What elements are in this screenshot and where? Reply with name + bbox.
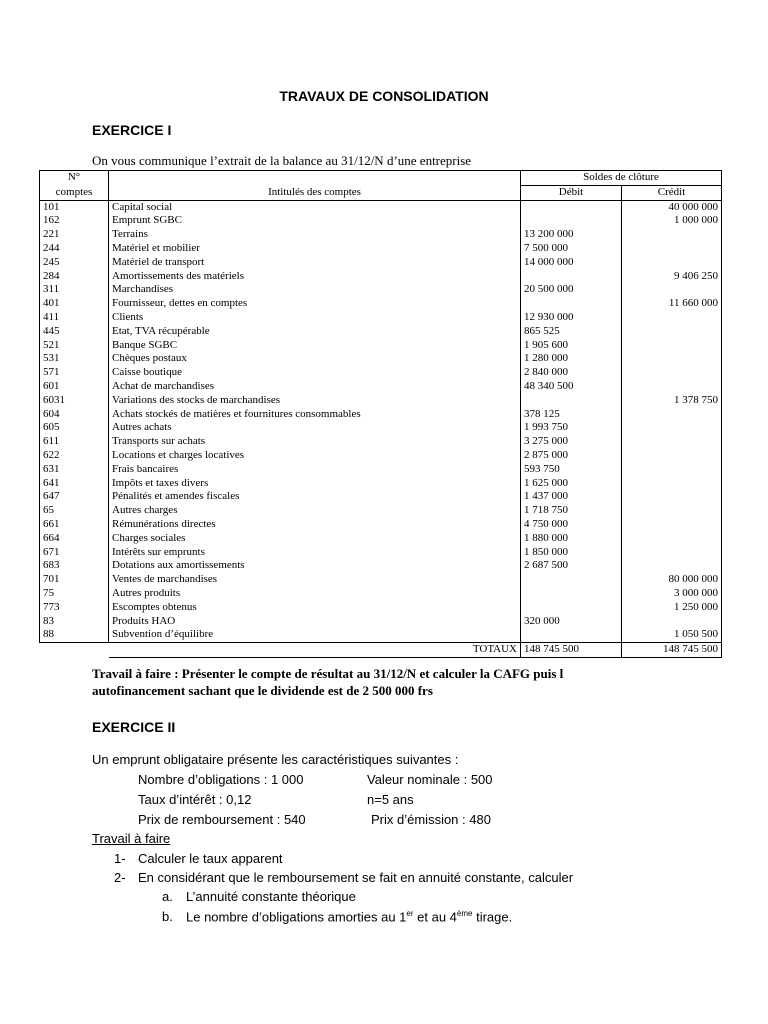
q2-text: En considérant que le remboursement se fait en annuité constante, calculer bbox=[138, 870, 574, 885]
account-label: Pénalités et amendes fiscales bbox=[109, 490, 521, 504]
valeur-nominale: Valeur nominale : 500 bbox=[367, 772, 493, 787]
qa-text: L’annuité constante théorique bbox=[186, 889, 356, 904]
nb-obligations: Nombre d’obligations : 1 000 bbox=[138, 772, 304, 787]
qb-letter: b. bbox=[162, 909, 173, 924]
debit-value bbox=[521, 628, 622, 642]
account-number: 445 bbox=[40, 325, 109, 339]
debit-value: 1 280 000 bbox=[521, 352, 622, 366]
account-number: 221 bbox=[40, 228, 109, 242]
credit-value: 3 000 000 bbox=[622, 587, 722, 601]
debit-value: 1 850 000 bbox=[521, 546, 622, 560]
debit-value: 1 625 000 bbox=[521, 477, 622, 491]
account-number: 604 bbox=[40, 408, 109, 422]
account-number: 83 bbox=[40, 615, 109, 629]
account-number: 601 bbox=[40, 380, 109, 394]
credit-value bbox=[622, 463, 722, 477]
header-intitule: Intitulés des comptes bbox=[109, 185, 521, 200]
account-label: Rémunérations directes bbox=[109, 518, 521, 532]
account-label: Fournisseur, dettes en comptes bbox=[109, 297, 521, 311]
credit-value bbox=[622, 546, 722, 560]
credit-value: 1 050 500 bbox=[622, 628, 722, 642]
debit-value bbox=[521, 270, 622, 284]
table-row bbox=[40, 200, 722, 214]
table-row bbox=[40, 366, 722, 380]
account-label: Emprunt SGBC bbox=[109, 214, 521, 228]
account-number: 284 bbox=[40, 270, 109, 284]
header-num-line1: N° bbox=[40, 171, 109, 186]
task-line-1: Travail à faire : Présenter le compte de résultat au 31/12/N et calculer la CAFG puis l bbox=[92, 666, 564, 681]
credit-value bbox=[622, 449, 722, 463]
table-row bbox=[40, 477, 722, 491]
table-row bbox=[40, 573, 722, 587]
account-label: Terrains bbox=[109, 228, 521, 242]
table-row bbox=[40, 546, 722, 560]
table-row bbox=[40, 256, 722, 270]
debit-value bbox=[521, 200, 622, 214]
account-number: 622 bbox=[40, 449, 109, 463]
account-label: Escomptes obtenus bbox=[109, 601, 521, 615]
debit-value: 12 930 000 bbox=[521, 311, 622, 325]
table-row bbox=[40, 601, 722, 615]
account-label: Marchandises bbox=[109, 283, 521, 297]
qa-letter: a. bbox=[162, 889, 173, 904]
prix-emission: Prix d’émission : 480 bbox=[371, 812, 491, 827]
account-label: Clients bbox=[109, 311, 521, 325]
exercise-1-heading: EXERCICE I bbox=[92, 122, 172, 138]
exercise-2-heading: EXERCICE II bbox=[92, 719, 176, 735]
table-row bbox=[40, 518, 722, 532]
account-number: 531 bbox=[40, 352, 109, 366]
exercise-1-intro: On vous communique l’extrait de la balance au 31/12/N d’une entreprise bbox=[92, 153, 472, 168]
duree: n=5 ans bbox=[367, 792, 414, 807]
table-row bbox=[40, 228, 722, 242]
account-label: Impôts et taxes divers bbox=[109, 477, 521, 491]
debit-value: 320 000 bbox=[521, 615, 622, 629]
table-row bbox=[40, 339, 722, 353]
account-number: 683 bbox=[40, 559, 109, 573]
debit-value: 1 880 000 bbox=[521, 532, 622, 546]
account-label: Amortissements des matériels bbox=[109, 270, 521, 284]
prix-remboursement: Prix de remboursement : 540 bbox=[138, 812, 306, 827]
account-number: 611 bbox=[40, 435, 109, 449]
account-number: 671 bbox=[40, 546, 109, 560]
account-number: 773 bbox=[40, 601, 109, 615]
credit-value: 1 250 000 bbox=[622, 601, 722, 615]
account-number: 647 bbox=[40, 490, 109, 504]
account-number: 571 bbox=[40, 366, 109, 380]
account-label: Ventes de marchandises bbox=[109, 573, 521, 587]
credit-value bbox=[622, 490, 722, 504]
qb-text: Le nombre d’obligations amorties au 1er et au 4ème tirage. bbox=[186, 909, 513, 925]
debit-value: 1 437 000 bbox=[521, 490, 622, 504]
table-row bbox=[40, 628, 722, 642]
table-row bbox=[40, 435, 722, 449]
account-number: 244 bbox=[40, 242, 109, 256]
totals-debit: 148 745 500 bbox=[521, 643, 622, 658]
totals-credit: 148 745 500 bbox=[622, 643, 722, 658]
account-label: Intérêts sur emprunts bbox=[109, 546, 521, 560]
credit-value bbox=[622, 504, 722, 518]
account-label: Matériel de transport bbox=[109, 256, 521, 270]
account-number: 6031 bbox=[40, 394, 109, 408]
credit-value bbox=[622, 380, 722, 394]
exercise-2-intro: Un emprunt obligataire présente les caractéristiques suivantes : bbox=[92, 752, 459, 767]
debit-value bbox=[521, 394, 622, 408]
taux-interet: Taux d’intérêt : 0,12 bbox=[138, 792, 252, 807]
account-label: Charges sociales bbox=[109, 532, 521, 546]
exercise-2-task-title: Travail à faire bbox=[92, 831, 171, 846]
account-label: Caisse boutique bbox=[109, 366, 521, 380]
debit-value: 13 200 000 bbox=[521, 228, 622, 242]
credit-value bbox=[622, 532, 722, 546]
account-number: 88 bbox=[40, 628, 109, 642]
table-row bbox=[40, 449, 722, 463]
table-row bbox=[40, 325, 722, 339]
balance-table bbox=[39, 170, 722, 658]
debit-value: 2 840 000 bbox=[521, 366, 622, 380]
debit-value bbox=[521, 587, 622, 601]
account-number: 101 bbox=[40, 200, 109, 214]
credit-value bbox=[622, 408, 722, 422]
table-row bbox=[40, 408, 722, 422]
table-row bbox=[40, 380, 722, 394]
credit-value bbox=[622, 435, 722, 449]
account-number: 75 bbox=[40, 587, 109, 601]
table-row bbox=[40, 283, 722, 297]
credit-value: 9 406 250 bbox=[622, 270, 722, 284]
header-soldes: Soldes de clôture bbox=[521, 171, 722, 186]
account-number: 162 bbox=[40, 214, 109, 228]
credit-value bbox=[622, 311, 722, 325]
debit-value: 48 340 500 bbox=[521, 380, 622, 394]
credit-value bbox=[622, 518, 722, 532]
credit-value: 11 660 000 bbox=[622, 297, 722, 311]
table-row bbox=[40, 311, 722, 325]
debit-value: 4 750 000 bbox=[521, 518, 622, 532]
exercise-1-task bbox=[92, 665, 692, 699]
account-label: Achats stockés de matières et fournitures consommables bbox=[109, 408, 521, 422]
account-number: 641 bbox=[40, 477, 109, 491]
header-num-line2: comptes bbox=[40, 185, 109, 200]
page-title: TRAVAUX DE CONSOLIDATION bbox=[279, 88, 489, 104]
account-number: 65 bbox=[40, 504, 109, 518]
table-row bbox=[40, 587, 722, 601]
table-row bbox=[40, 615, 722, 629]
account-label: Produits HAO bbox=[109, 615, 521, 629]
debit-value: 378 125 bbox=[521, 408, 622, 422]
credit-value bbox=[622, 477, 722, 491]
credit-value: 1 378 750 bbox=[622, 394, 722, 408]
table-row bbox=[40, 352, 722, 366]
table-row bbox=[40, 270, 722, 284]
account-label: Autres produits bbox=[109, 587, 521, 601]
account-label: Dotations aux amortissements bbox=[109, 559, 521, 573]
table-row bbox=[40, 490, 722, 504]
table-row bbox=[40, 421, 722, 435]
account-label: Transports sur achats bbox=[109, 435, 521, 449]
account-number: 605 bbox=[40, 421, 109, 435]
credit-value bbox=[622, 242, 722, 256]
account-label: Matériel et mobilier bbox=[109, 242, 521, 256]
table-row bbox=[40, 242, 722, 256]
credit-value bbox=[622, 283, 722, 297]
credit-value bbox=[622, 256, 722, 270]
account-label: Frais bancaires bbox=[109, 463, 521, 477]
table-row bbox=[40, 297, 722, 311]
debit-value: 865 525 bbox=[521, 325, 622, 339]
account-label: Etat, TVA récupérable bbox=[109, 325, 521, 339]
account-label: Achat de marchandises bbox=[109, 380, 521, 394]
credit-value bbox=[622, 366, 722, 380]
account-label: Autres charges bbox=[109, 504, 521, 518]
account-number: 521 bbox=[40, 339, 109, 353]
table-row bbox=[40, 559, 722, 573]
account-label: Locations et charges locatives bbox=[109, 449, 521, 463]
account-number: 661 bbox=[40, 518, 109, 532]
totals-label: TOTAUX bbox=[109, 643, 521, 658]
credit-value bbox=[622, 325, 722, 339]
credit-value bbox=[622, 421, 722, 435]
debit-value bbox=[521, 573, 622, 587]
debit-value: 3 275 000 bbox=[521, 435, 622, 449]
debit-value: 1 993 750 bbox=[521, 421, 622, 435]
debit-value bbox=[521, 601, 622, 615]
account-number: 411 bbox=[40, 311, 109, 325]
account-number: 311 bbox=[40, 283, 109, 297]
q1-number: 1- bbox=[114, 851, 126, 866]
header-credit: Crédit bbox=[622, 185, 722, 200]
account-number: 664 bbox=[40, 532, 109, 546]
table-row bbox=[40, 394, 722, 408]
debit-value: 2 875 000 bbox=[521, 449, 622, 463]
account-number: 245 bbox=[40, 256, 109, 270]
debit-value: 1 718 750 bbox=[521, 504, 622, 518]
credit-value bbox=[622, 228, 722, 242]
account-label: Autres achats bbox=[109, 421, 521, 435]
credit-value: 80 000 000 bbox=[622, 573, 722, 587]
account-label: Chèques postaux bbox=[109, 352, 521, 366]
debit-value bbox=[521, 214, 622, 228]
task-line-2: autofinancement sachant que le dividende est de 2 500 000 frs bbox=[92, 683, 433, 698]
account-number: 701 bbox=[40, 573, 109, 587]
q2-number: 2- bbox=[114, 870, 126, 885]
credit-value bbox=[622, 352, 722, 366]
account-label: Capital social bbox=[109, 200, 521, 214]
debit-value: 2 687 500 bbox=[521, 559, 622, 573]
debit-value: 20 500 000 bbox=[521, 283, 622, 297]
debit-value: 593 750 bbox=[521, 463, 622, 477]
account-number: 401 bbox=[40, 297, 109, 311]
credit-value bbox=[622, 615, 722, 629]
account-number: 631 bbox=[40, 463, 109, 477]
table-row bbox=[40, 214, 722, 228]
debit-value bbox=[521, 297, 622, 311]
credit-value bbox=[622, 339, 722, 353]
debit-value: 7 500 000 bbox=[521, 242, 622, 256]
header-debit: Débit bbox=[521, 185, 622, 200]
debit-value: 14 000 000 bbox=[521, 256, 622, 270]
q1-text: Calculer le taux apparent bbox=[138, 851, 283, 866]
table-row bbox=[40, 532, 722, 546]
account-label: Banque SGBC bbox=[109, 339, 521, 353]
credit-value: 1 000 000 bbox=[622, 214, 722, 228]
debit-value: 1 905 600 bbox=[521, 339, 622, 353]
account-label: Variations des stocks de marchandises bbox=[109, 394, 521, 408]
credit-value: 40 000 000 bbox=[622, 200, 722, 214]
table-row bbox=[40, 504, 722, 518]
credit-value bbox=[622, 559, 722, 573]
account-label: Subvention d’équilibre bbox=[109, 628, 521, 642]
table-row bbox=[40, 463, 722, 477]
